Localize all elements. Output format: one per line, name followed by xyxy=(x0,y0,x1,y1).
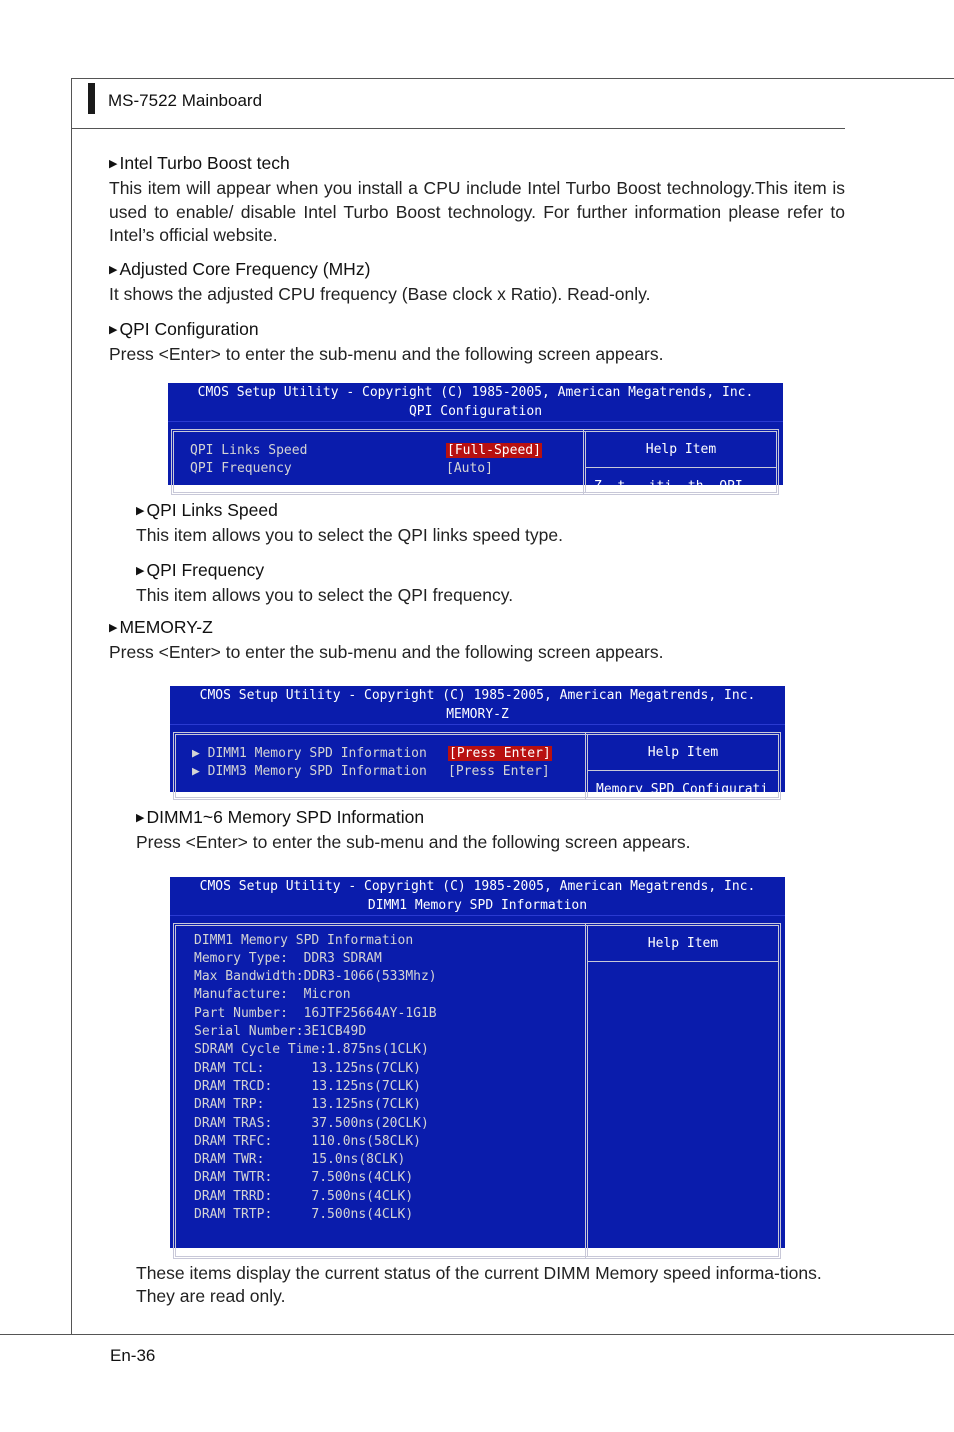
spd-line: DRAM TRRD: 7.500ns(4CLK) xyxy=(194,1188,414,1204)
bios-row-value-selected[interactable]: [Press Enter] xyxy=(449,746,551,761)
heading-text: MEMORY-Z xyxy=(119,616,213,637)
triangle-bullet-icon: ▶ xyxy=(109,324,118,336)
section-body: Press <Enter> to enter the sub-menu and the following screen appears. xyxy=(109,641,664,662)
bios-row-label: ▶ DIMM3 Memory SPD Information xyxy=(192,764,427,779)
spd-line: Part Number: 16JTF25664AY-1G1B xyxy=(194,1005,437,1021)
bios-row-value[interactable]: [Auto] xyxy=(446,460,493,476)
bios-help-panel xyxy=(585,732,781,800)
bios-info-panel xyxy=(173,923,588,1259)
bios-title-bar: CMOS Setup Utility - Copyright (C) 1985-2005, American Megatrends, Inc. xyxy=(170,686,785,705)
bios-title-bar: CMOS Setup Utility - Copyright (C) 1985-2005, American Megatrends, Inc. xyxy=(170,877,785,896)
heading-text: QPI Configuration xyxy=(119,319,259,339)
section-heading xyxy=(109,152,845,175)
page-number: En-36 xyxy=(110,1346,156,1365)
triangle-bullet-icon: ▶ xyxy=(109,263,118,276)
bios-screen-memory-z xyxy=(170,686,785,797)
page-content xyxy=(109,152,845,1309)
section-heading xyxy=(109,616,845,639)
bios-options-panel xyxy=(171,429,586,495)
bios-row-label: QPI Frequency xyxy=(190,460,292,476)
section-heading xyxy=(109,258,845,281)
bios-row-value[interactable]: [Press Enter] xyxy=(448,764,550,779)
help-item-title: Help Item xyxy=(647,935,719,951)
bios-subtitle: DIMM1 Memory SPD Information xyxy=(170,896,785,916)
help-text: Z t iti th QPI xyxy=(594,478,743,494)
spd-line: Max Bandwidth:DDR3-1066(533Mhz) xyxy=(194,969,437,985)
section-heading xyxy=(109,318,845,341)
help-text: Memory SPD Configurati xyxy=(596,782,769,797)
bios-row-label: ▶ DIMM1 Memory SPD Information xyxy=(192,746,427,761)
page-header-title: MS-7522 Mainboard xyxy=(108,91,263,110)
bios-row-label: QPI Links Speed xyxy=(190,442,308,458)
closing-text: These items display the current status of the current DIMM Memory speed informa-tions. They are read only. xyxy=(136,1262,822,1306)
bios-options-panel xyxy=(173,732,588,800)
spd-line: Manufacture: Micron xyxy=(194,987,351,1003)
heading-text: Intel Turbo Boost tech xyxy=(119,153,290,173)
spd-line: DRAM TRTP: 7.500ns(4CLK) xyxy=(194,1207,414,1222)
top-rule xyxy=(71,78,954,79)
bios-row[interactable] xyxy=(190,460,292,478)
spd-line: DRAM TRFC: 110.0ns(58CLK) xyxy=(194,1133,421,1149)
section-heading xyxy=(136,499,845,522)
header-rule xyxy=(71,128,845,129)
spd-line: DRAM TRCD: 13.125ns(7CLK) xyxy=(194,1078,421,1094)
section-body: This item will appear when you install a CPU include Intel Turbo Boost technology.This item is used to enable/ disable Intel Turbo Boost technology. For further information please refer to Intel’s official website. xyxy=(109,178,845,245)
bottom-rule xyxy=(0,1334,954,1335)
triangle-bullet-icon: ▶ xyxy=(136,565,145,577)
bios-subtitle: QPI Configuration xyxy=(168,402,783,422)
section-body: Press <Enter> to enter the sub-menu and the following screen appears. xyxy=(109,344,664,364)
spd-line: Serial Number:3E1CB49D xyxy=(194,1024,367,1039)
heading-text: DIMM1~6 Memory SPD Information xyxy=(146,807,425,827)
section-body: This item allows you to select the QPI frequency. xyxy=(136,585,514,605)
spd-line: DRAM TRP: 13.125ns(7CLK) xyxy=(194,1097,421,1113)
bios-row[interactable] xyxy=(190,442,307,460)
heading-text: QPI Frequency xyxy=(146,560,265,580)
triangle-bullet-icon: ▶ xyxy=(109,621,118,634)
bios-help-panel xyxy=(585,923,781,1259)
triangle-bullet-icon: ▶ xyxy=(136,504,145,517)
help-item-title: Help Item xyxy=(647,745,719,760)
heading-text: QPI Links Speed xyxy=(146,499,278,520)
section-body: Press <Enter> to enter the sub-menu and the following screen appears. xyxy=(136,832,691,852)
triangle-bullet-icon: ▶ xyxy=(136,812,145,824)
bios-subtitle: MEMORY-Z xyxy=(170,705,785,725)
heading-text: Adjusted Core Frequency (MHz) xyxy=(119,258,371,279)
spd-line: DRAM TWR: 15.0ns(8CLK) xyxy=(194,1152,406,1168)
spd-line: DRAM TWTR: 7.500ns(4CLK) xyxy=(194,1170,414,1186)
bios-title-bar: CMOS Setup Utility - Copyright (C) 1985-2005, American Megatrends, Inc. xyxy=(168,383,783,402)
header-marker xyxy=(88,83,95,114)
bios-row[interactable] xyxy=(192,763,427,781)
spd-line: Memory Type: DDR3 SDRAM xyxy=(194,950,382,966)
triangle-bullet-icon: ▶ xyxy=(109,158,118,170)
help-item-title: Help Item xyxy=(645,441,717,457)
spd-line: SDRAM Cycle Time:1.875ns(1CLK) xyxy=(194,1042,429,1058)
section-body: It shows the adjusted CPU frequency (Base clock x Ratio). Read-only. xyxy=(109,283,651,304)
bios-help-panel xyxy=(583,429,779,495)
section-heading xyxy=(136,806,845,829)
bios-row[interactable] xyxy=(192,745,427,763)
section-body: This item allows you to select the QPI links speed type. xyxy=(136,524,563,545)
bios-screen-dimm1-spd xyxy=(170,877,785,1248)
spd-line: DIMM1 Memory SPD Information xyxy=(194,932,414,948)
section-heading xyxy=(136,559,845,582)
bios-screen-qpi xyxy=(168,383,783,494)
bios-row-value-selected[interactable]: [Full-Speed] xyxy=(447,442,541,458)
spd-line: DRAM TRAS: 37.500ns(20CLK) xyxy=(194,1115,429,1131)
left-rule xyxy=(71,78,72,1334)
spd-line: DRAM TCL: 13.125ns(7CLK) xyxy=(194,1060,421,1076)
